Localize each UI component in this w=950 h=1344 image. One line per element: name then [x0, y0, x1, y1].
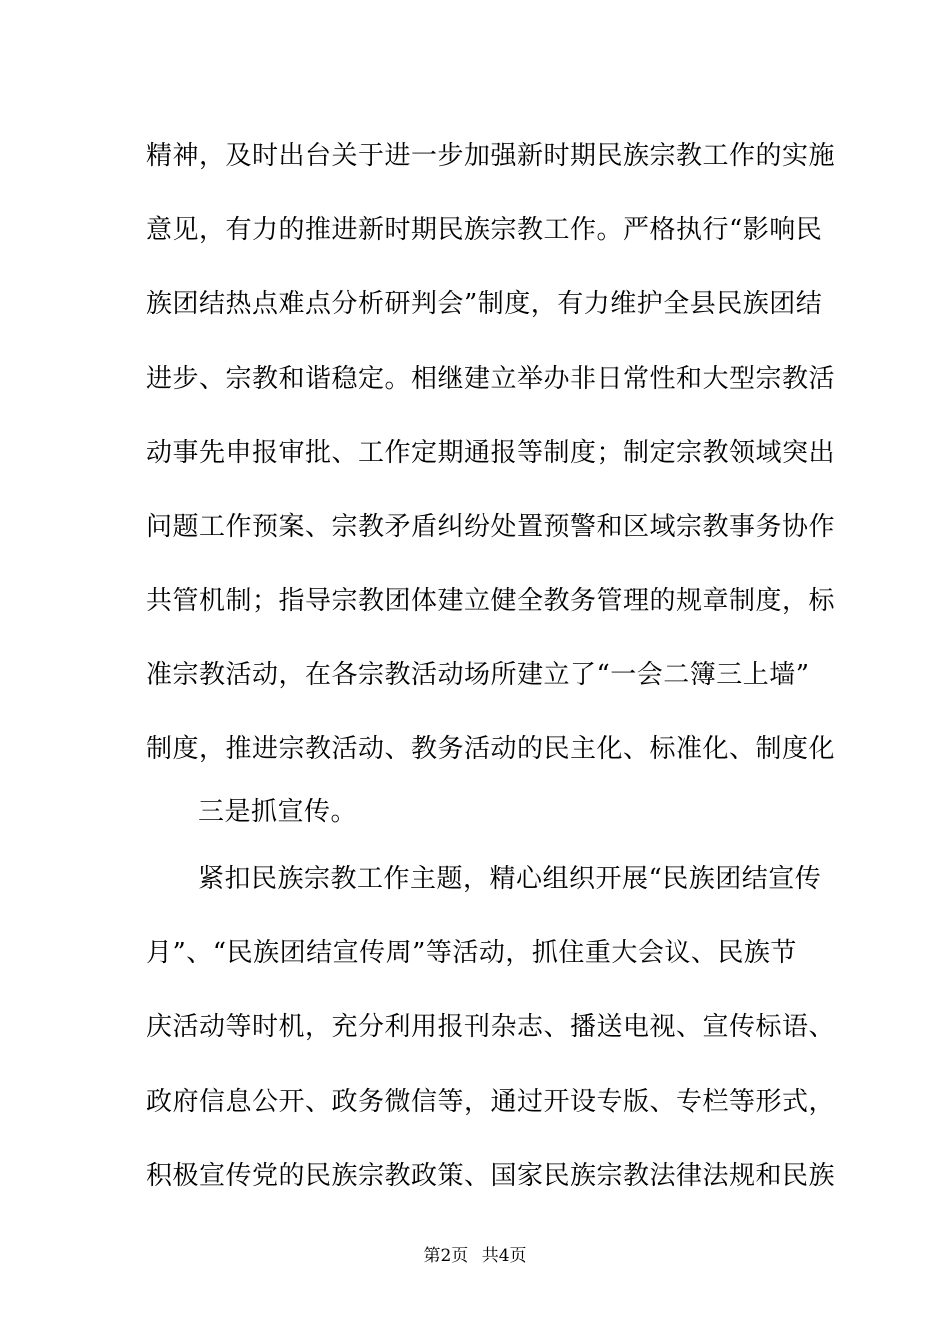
page-total: 共4页	[481, 1246, 527, 1266]
body-text-line: 族团结热点难点分析研判会”制度，有力维护全县民族团结	[146, 289, 823, 319]
body-text-line: 政府信息公开、政务微信等，通过开设专版、专栏等形式，	[146, 1087, 836, 1117]
body-text-line: 积极宣传党的民族宗教政策、国家民族宗教法律法规和民族	[146, 1161, 836, 1191]
body-text-line: 进步、宗教和谐稳定。相继建立举办非日常性和大型宗教活	[146, 364, 836, 394]
body-text-line: 共管机制；指导宗教团体建立健全教务管理的规章制度，标	[146, 586, 836, 616]
body-text-line: 月”、“民族团结宣传周”等活动，抓住重大会议、民族节	[146, 938, 797, 968]
body-text-line: 紧扣民族宗教工作主题，精心组织开展“民族团结宣传	[198, 864, 822, 894]
body-text-line: 精神，及时出台关于进一步加强新时期民族宗教工作的实施	[146, 141, 836, 171]
body-text-line: 动事先申报审批、工作定期通报等制度；制定宗教领域突出	[146, 438, 836, 468]
body-text-line: 准宗教活动，在各宗教活动场所建立了“一会二簿三上墙”	[146, 660, 810, 690]
body-text-line: 意见，有力的推进新时期民族宗教工作。严格执行“影响民	[146, 215, 823, 245]
body-text-line: 庆活动等时机，充分利用报刊杂志、播送电视、宣传标语、	[146, 1012, 836, 1042]
page-footer	[0, 1244, 950, 1268]
page-number: 第2页	[423, 1246, 469, 1266]
body-text-line: 问题工作预案、宗教矛盾纠纷处置预警和区域宗教事务协作	[146, 512, 836, 542]
body-text-line: 制度，推进宗教活动、教务活动的民主化、标准化、制度化	[146, 734, 836, 764]
section-heading: 三是抓宣传。	[198, 797, 358, 827]
